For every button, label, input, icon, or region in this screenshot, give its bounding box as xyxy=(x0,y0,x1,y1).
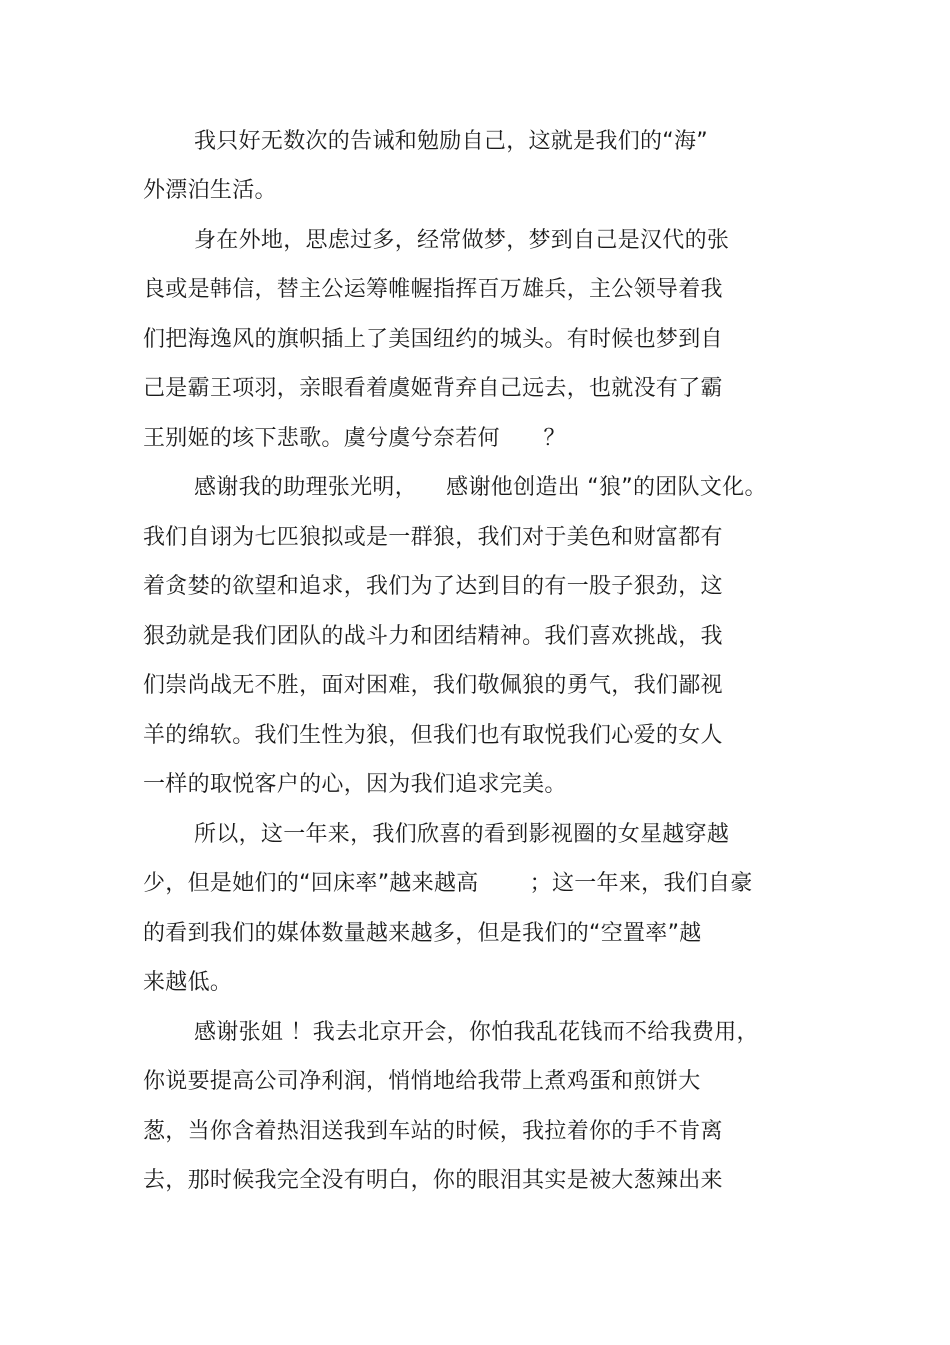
text-line: 我只好无数次的告诫和勉励自己，这就是我们的“海” xyxy=(194,129,708,154)
text-line: 己是霸王项羽，亲眼看着虞姬背弃自己远去，也就没有了霸 xyxy=(143,376,723,401)
text-line: 狠劲就是我们团队的战斗力和团结精神。我们喜欢挑战，我 xyxy=(143,624,723,649)
text-line: 的看到我们的媒体数量越来越多，但是我们的“空置率”越 xyxy=(143,921,702,946)
text-line: 所以，这一年来，我们欣喜的看到影视圈的女星越穿越 xyxy=(194,822,730,847)
text-line: 去，那时候我完全没有明白，你的眼泪其实是被大葱辣出来 xyxy=(143,1168,723,1193)
text-line: 们把海逸风的旗帜插上了美国纽约的城头。有时候也梦到自 xyxy=(143,327,723,352)
text-line: 身在外地，思虑过多，经常做梦，梦到自己是汉代的张 xyxy=(194,228,730,253)
text-line: 感谢我的助理张光明， 感谢他创造出 “狼”的团队文化。 xyxy=(194,475,767,500)
text-line: 王别姬的垓下悲歌。虞兮虞兮奈若何 ？ xyxy=(143,426,566,451)
text-line: 们崇尚战无不胜，面对困难，我们敬佩狼的勇气，我们鄙视 xyxy=(143,673,723,698)
text-line: 来越低。 xyxy=(143,970,233,995)
text-line: 你说要提高公司净利润，悄悄地给我带上煮鸡蛋和煎饼大 xyxy=(143,1069,701,1094)
text-line: 葱，当你含着热泪送我到车站的时候，我拉着你的手不肯离 xyxy=(143,1119,723,1144)
text-line: 少，但是她们的“回床率”越来越高 ；这一年来，我们自豪 xyxy=(143,871,753,896)
text-line: 一样的取悦客户的心，因为我们追求完美。 xyxy=(143,772,567,797)
text-line: 感谢张姐 ！我去北京开会，你怕我乱花钱而不给我费用， xyxy=(194,1020,759,1045)
text-line: 良或是韩信，替主公运筹帷幄指挥百万雄兵，主公领导着我 xyxy=(143,277,723,302)
text-line: 外漂泊生活。 xyxy=(143,178,277,203)
text-line: 羊的绵软。我们生性为狼，但我们也有取悦我们心爱的女人 xyxy=(143,723,723,748)
text-line: 着贪婪的欲望和追求，我们为了达到目的有一股子狠劲，这 xyxy=(143,574,723,599)
text-line: 我们自诩为七匹狼拟或是一群狼，我们对于美色和财富都有 xyxy=(143,525,723,550)
